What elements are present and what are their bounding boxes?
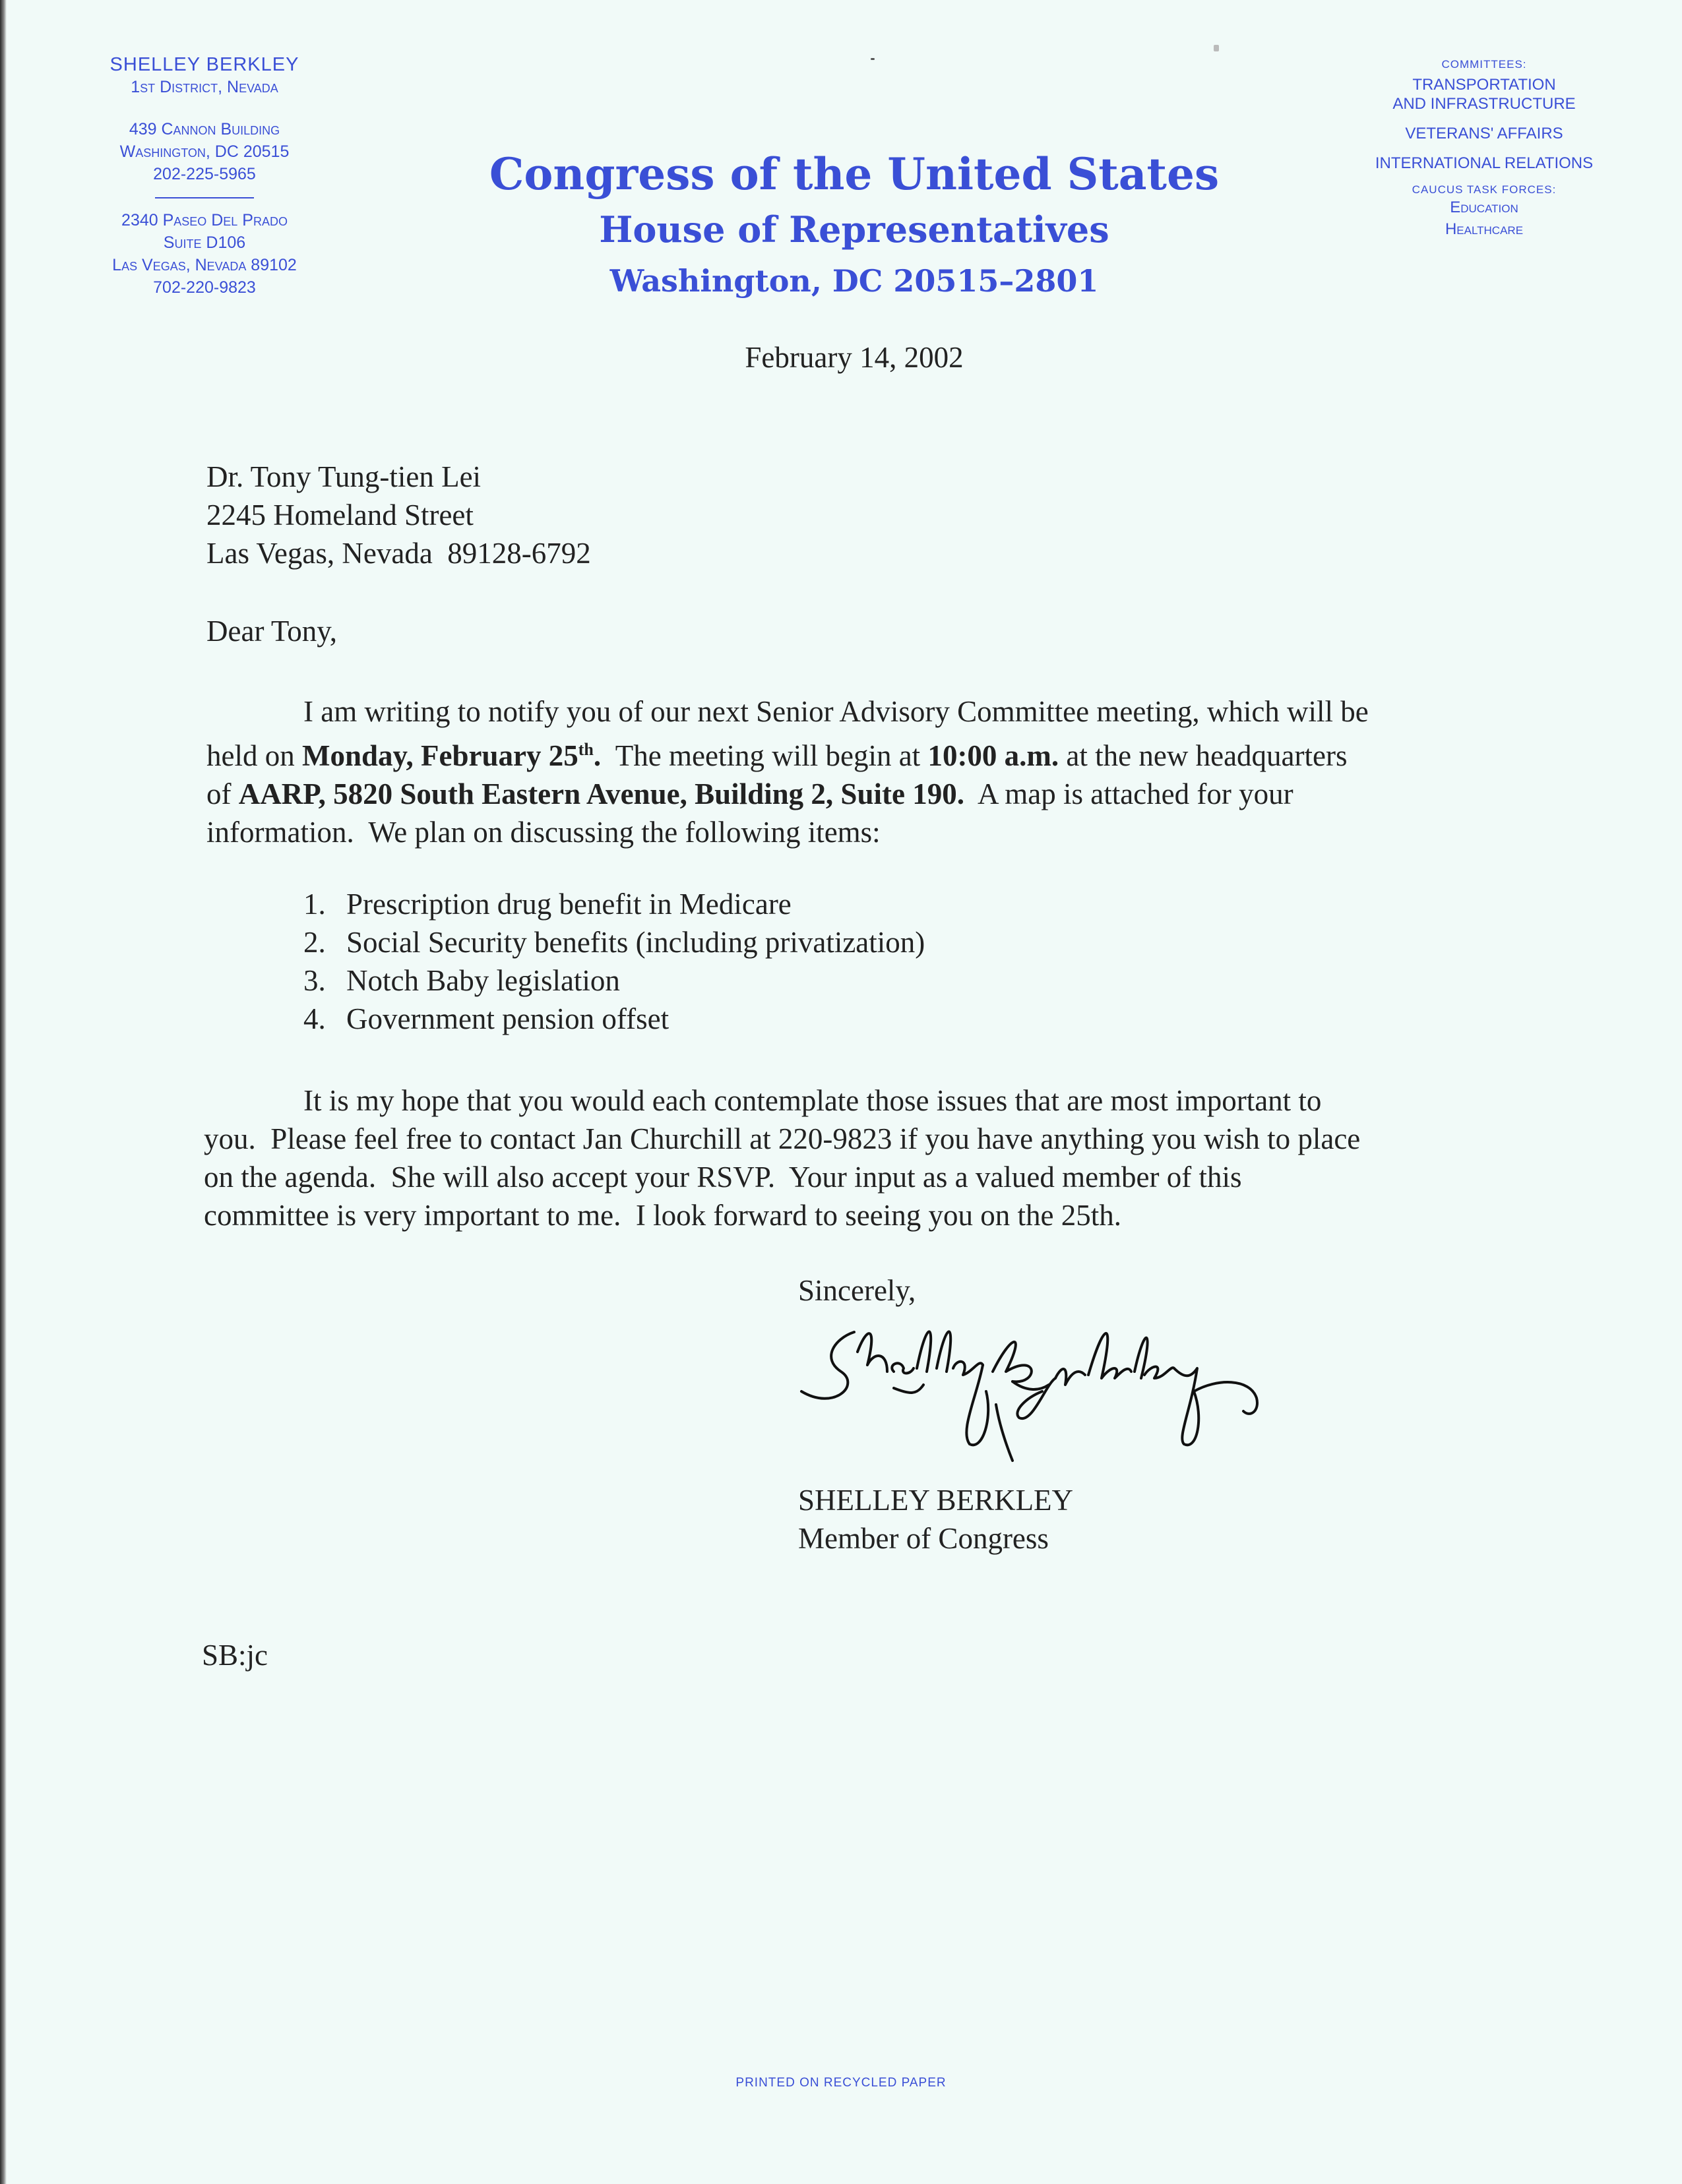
- signer-title: Member of Congress: [798, 1522, 1049, 1555]
- recipient-city: Las Vegas, Nevada 89128-6792: [206, 537, 591, 570]
- recipient-name: Dr. Tony Tung-tien Lei: [206, 460, 482, 493]
- caucus-healthcare: Healthcare: [1445, 220, 1524, 238]
- text-span: held on: [206, 739, 302, 772]
- salutation: Dear Tony,: [206, 615, 338, 648]
- meeting-time: 10:00 a.m.: [927, 739, 1059, 772]
- closing: Sincerely,: [798, 1274, 916, 1307]
- lv-office-street: 2340 Paseo Del Prado: [121, 211, 288, 229]
- dc-office-building: 439 Cannon Building: [129, 120, 280, 138]
- ordinal-suffix: th: [578, 740, 594, 759]
- paragraph-1-line: [206, 731, 1512, 775]
- committees-heading: COMMITTEES:: [1441, 58, 1527, 71]
- list-text: Government pension offset: [346, 1002, 670, 1035]
- dc-office-phone: 202-225-5965: [153, 165, 256, 183]
- handwritten-signature: [795, 1312, 1283, 1490]
- list-number: 4.: [303, 1002, 326, 1035]
- recipient-address: [206, 458, 1512, 572]
- scan-speck: [1214, 45, 1219, 51]
- lv-office-city: Las Vegas, Nevada 89102: [112, 256, 297, 274]
- committee-veterans: VETERANS' AFFAIRS: [1405, 125, 1563, 142]
- committee-infrastructure: AND INFRASTRUCTURE: [1392, 95, 1576, 113]
- text-span: The meeting will begin at: [601, 739, 928, 772]
- paragraph-1-line: information. We plan on discussing the following items:: [206, 816, 881, 849]
- committee-international: INTERNATIONAL RELATIONS: [1375, 154, 1594, 172]
- letter-date: February 14, 2002: [745, 341, 964, 374]
- signer-name: SHELLEY BERKLEY: [798, 1484, 1074, 1517]
- dc-office-city: Washington, DC 20515: [119, 142, 290, 161]
- member-name: SHELLEY BERKLEY: [109, 54, 299, 75]
- letterhead-house: House of Representatives: [599, 208, 1109, 251]
- caucus-education: Education: [1450, 198, 1518, 216]
- scan-left-edge: [0, 0, 7, 2184]
- list-item: [303, 961, 925, 1000]
- list-item: [303, 923, 925, 961]
- meeting-day: Monday, February 25: [301, 739, 578, 772]
- agenda-list: [303, 885, 925, 1038]
- list-number: 3.: [303, 964, 326, 997]
- list-number: 2.: [303, 926, 326, 959]
- scan-speck: [871, 58, 875, 60]
- paragraph-1-line: [206, 775, 1512, 813]
- list-number: 1.: [303, 888, 326, 921]
- recycled-paper-note: PRINTED ON RECYCLED PAPER: [735, 2076, 947, 2090]
- text-span: of: [206, 777, 239, 810]
- paragraph-2-line: It is my hope that you would each contemplate those issues that are most important to: [303, 1084, 1322, 1117]
- lv-office-phone: 702-220-9823: [153, 278, 256, 297]
- list-text: Prescription drug benefit in Medicare: [346, 888, 792, 921]
- text-span: A map is attached for your: [964, 777, 1293, 810]
- list-text: Notch Baby legislation: [346, 964, 620, 997]
- letterhead-right: [1339, 58, 1629, 240]
- list-item: [303, 1000, 925, 1038]
- letterhead-center: [462, 145, 1247, 306]
- signer-block: [798, 1481, 1073, 1558]
- letterhead-address: Washington, DC 20515–2801: [609, 263, 1099, 299]
- text-span: at the new headquarters: [1059, 739, 1348, 772]
- paragraph-2-line: on the agenda. She will also accept your RSVP. Your input as a valued member of this: [204, 1161, 1242, 1194]
- paragraph-2-line: you. Please feel free to contact Jan Churchill at 220-9823 if you have anything you wish to place: [204, 1122, 1361, 1155]
- letterhead-divider: [155, 197, 254, 198]
- recipient-street: 2245 Homeland Street: [206, 499, 474, 531]
- paragraph-2: [204, 1081, 1510, 1234]
- member-district: 1st District, Nevada: [131, 78, 278, 96]
- meeting-location: AARP, 5820 South Eastern Avenue, Building 2, Suite 190.: [238, 777, 964, 810]
- committee-transportation: TRANSPORTATION: [1412, 76, 1556, 94]
- letterhead-left: [66, 54, 343, 299]
- letterhead-congress: Congress of the United States: [489, 148, 1220, 200]
- paragraph-2-line: committee is very important to me. I look forward to seeing you on the 25th.: [204, 1199, 1121, 1232]
- caucus-heading: CAUCUS TASK FORCES:: [1412, 183, 1557, 196]
- typist-initials: SB:jc: [202, 1639, 268, 1672]
- list-text: Social Security benefits (including privatization): [346, 926, 925, 959]
- lv-office-suite: Suite D106: [163, 233, 246, 252]
- paragraph-1-line: I am writing to notify you of our next Senior Advisory Committee meeting, which will be: [303, 695, 1369, 728]
- text-span: .: [593, 739, 602, 772]
- paragraph-1: [206, 692, 1512, 851]
- list-item: [303, 885, 925, 923]
